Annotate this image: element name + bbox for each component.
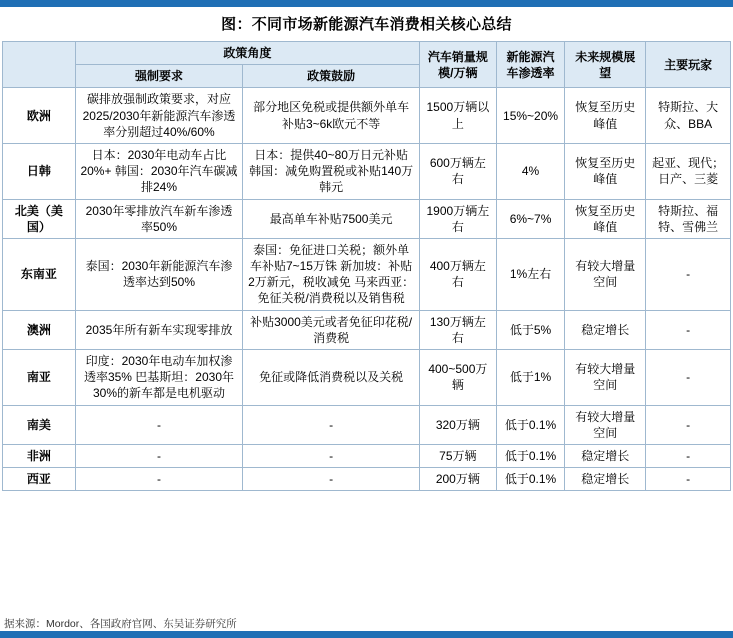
cell-sales: 75万辆 — [419, 444, 496, 467]
cell-sales: 1900万辆左右 — [419, 199, 496, 238]
table-row — [3, 350, 731, 406]
cell-mandatory: - — [75, 468, 243, 491]
cell-sales: 130万辆左右 — [419, 310, 496, 349]
cell-sales: 600万辆左右 — [419, 143, 496, 199]
cell-penetration: 4% — [496, 143, 565, 199]
cell-future: 稳定增长 — [565, 444, 646, 467]
cell-future: 恢复至历史峰值 — [565, 143, 646, 199]
table-header — [3, 42, 731, 88]
cell-region: 非洲 — [3, 444, 76, 467]
cell-players: - — [646, 350, 731, 406]
cell-region: 南亚 — [3, 350, 76, 406]
source-note: 据来源：Mordor、各国政府官网、东吴证券研究所 — [4, 618, 237, 630]
cell-encouragement: 最高单车补贴7500美元 — [243, 199, 420, 238]
cell-mandatory: 日本：2030年电动车占比20%+ 韩国：2030年汽车碳减排24% — [75, 143, 243, 199]
table-row — [3, 143, 731, 199]
cell-future: 稳定增长 — [565, 468, 646, 491]
cell-future: 恢复至历史峰值 — [565, 199, 646, 238]
table-row — [3, 468, 731, 491]
cell-mandatory: 泰国：2030年新能源汽车渗透率达到50% — [75, 238, 243, 310]
cell-sales: 200万辆 — [419, 468, 496, 491]
cell-encouragement: 泰国：免征进口关税；额外单车补贴7~15万铢 新加坡：补贴2万新元，税收减免 马来西亚：免征关税/消费税以及销售税 — [243, 238, 420, 310]
cell-encouragement: 日本：提供40~80万日元补贴 韩国：减免购置税或补贴140万韩元 — [243, 143, 420, 199]
footer — [0, 615, 733, 638]
cell-mandatory: 2035年所有新车实现零排放 — [75, 310, 243, 349]
bottom-accent-bar — [0, 631, 733, 638]
header-encouragement: 政策鼓励 — [243, 65, 420, 88]
cell-sales: 320万辆 — [419, 405, 496, 444]
cell-region: 澳洲 — [3, 310, 76, 349]
cell-sales: 1500万辆以上 — [419, 88, 496, 144]
cell-mandatory: 印度：2030年电动车加权渗透率35% 巴基斯坦：2030年30%的新车都是电机驱动 — [75, 350, 243, 406]
cell-mandatory: - — [75, 444, 243, 467]
cell-penetration: 低于0.1% — [496, 405, 565, 444]
cell-penetration: 低于0.1% — [496, 444, 565, 467]
cell-region: 南美 — [3, 405, 76, 444]
cell-encouragement: - — [243, 468, 420, 491]
cell-penetration: 低于0.1% — [496, 468, 565, 491]
cell-region: 北美（美国） — [3, 199, 76, 238]
cell-players: - — [646, 468, 731, 491]
cell-players: 起亚、现代；日产、三菱 — [646, 143, 731, 199]
cell-mandatory: 2030年零排放汽车新车渗透率50% — [75, 199, 243, 238]
cell-penetration: 6%~7% — [496, 199, 565, 238]
cell-sales: 400万辆左右 — [419, 238, 496, 310]
cell-region: 欧洲 — [3, 88, 76, 144]
cell-encouragement: - — [243, 405, 420, 444]
cell-encouragement: - — [243, 444, 420, 467]
cell-players: 特斯拉、福特、雪佛兰 — [646, 199, 731, 238]
table-row — [3, 199, 731, 238]
header-penetration: 新能源汽车渗透率 — [496, 42, 565, 88]
header-future-outlook: 未来规模展望 — [565, 42, 646, 88]
header-main-players: 主要玩家 — [646, 42, 731, 88]
table-row — [3, 405, 731, 444]
cell-sales: 400~500万辆 — [419, 350, 496, 406]
cell-penetration: 低于5% — [496, 310, 565, 349]
cell-future: 恢复至历史峰值 — [565, 88, 646, 144]
cell-players: - — [646, 310, 731, 349]
cell-mandatory: 碳排放强制政策要求，对应2025/2030年新能源汽车渗透率分别超过40%/60% — [75, 88, 243, 144]
cell-encouragement: 免征或降低消费税以及关税 — [243, 350, 420, 406]
cell-future: 有较大增量空间 — [565, 350, 646, 406]
cell-players: - — [646, 444, 731, 467]
cell-players: - — [646, 405, 731, 444]
cell-future: 有较大增量空间 — [565, 238, 646, 310]
cell-region: 日韩 — [3, 143, 76, 199]
cell-region: 东南亚 — [3, 238, 76, 310]
page-title: 图：不同市场新能源汽车消费相关核心总结 — [221, 16, 512, 33]
cell-mandatory: - — [75, 405, 243, 444]
cell-encouragement: 补贴3000美元或者免征印花税/消费税 — [243, 310, 420, 349]
summary-table — [2, 41, 731, 491]
table-row — [3, 310, 731, 349]
cell-penetration: 1%左右 — [496, 238, 565, 310]
header-mandatory: 强制要求 — [75, 65, 243, 88]
cell-future: 有较大增量空间 — [565, 405, 646, 444]
cell-players: 特斯拉、大众、BBA — [646, 88, 731, 144]
table-row — [3, 238, 731, 310]
table-header-row-1 — [3, 42, 731, 65]
cell-encouragement: 部分地区免税或提供额外单车补贴3~6k欧元不等 — [243, 88, 420, 144]
cell-players: - — [646, 238, 731, 310]
table-row — [3, 88, 731, 144]
header-region — [3, 42, 76, 88]
table-row — [3, 444, 731, 467]
cell-penetration: 15%~20% — [496, 88, 565, 144]
cell-penetration: 低于1% — [496, 350, 565, 406]
cell-region: 西亚 — [3, 468, 76, 491]
top-accent-bar — [0, 0, 733, 7]
header-sales-scale: 汽车销量规模/万辆 — [419, 42, 496, 88]
cell-future: 稳定增长 — [565, 310, 646, 349]
table-body — [3, 88, 731, 491]
header-policy-angle: 政策角度 — [75, 42, 419, 65]
